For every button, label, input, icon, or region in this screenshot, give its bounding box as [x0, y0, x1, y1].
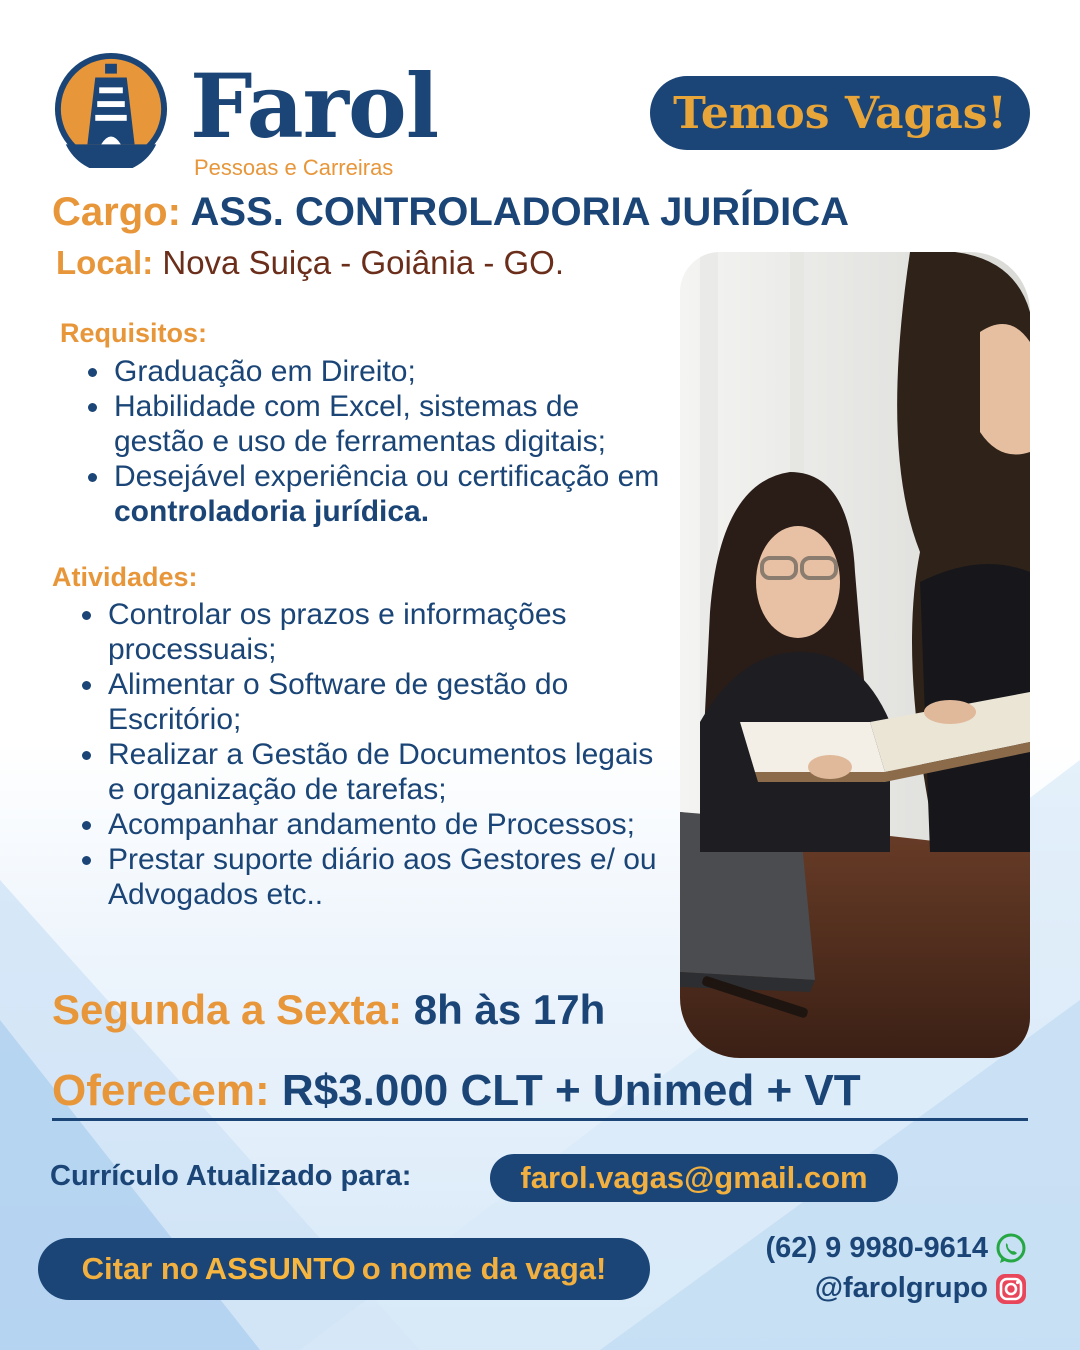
divider [52, 1118, 1028, 1121]
job-location-value: Nova Suiça - Goiânia - GO. [162, 244, 565, 281]
work-schedule-label: Segunda a Sexta: [52, 986, 403, 1033]
job-location-label: Local: [56, 244, 154, 281]
activities-title: Atividades: [52, 562, 198, 592]
list-item: Alimentar o Software de gestão do Escritório; [78, 667, 668, 737]
list-item [84, 389, 664, 459]
list-item: Acompanhar andamento de Processos; [78, 807, 668, 842]
list-item-text: Desejável experiência ou certificação em [114, 460, 660, 493]
job-location [56, 244, 564, 282]
list-item: Prestar suporte diário aos Gestores e/ ou Advogados etc.. [78, 842, 668, 912]
subject-instruction-strong: ASSUNTO [204, 1251, 356, 1286]
requirements-title: Requisitos: [60, 318, 208, 348]
instagram-icon[interactable] [994, 1272, 1028, 1306]
brand-name: Farol [190, 54, 439, 158]
requirements-list [84, 354, 664, 529]
list-item-text: Graduação em Direito; [114, 355, 416, 388]
benefits-value: R$3.000 CLT + Unimed + VT [281, 1066, 861, 1115]
list-item [84, 459, 664, 529]
benefits-label: Oferecem: [52, 1066, 270, 1115]
work-schedule [52, 986, 605, 1034]
list-item [84, 354, 664, 389]
list-item-text: Habilidade com Excel, sistemas de gestão e uso de ferramentas digitais; [114, 390, 606, 458]
lighthouse-icon [52, 50, 170, 168]
phone-number[interactable]: (62) 9 9980-9614 [765, 1232, 988, 1264]
office-photo [680, 252, 1030, 1058]
list-item-bold-text: controladoria jurídica. [114, 495, 430, 528]
hiring-badge: Temos Vagas! [650, 76, 1030, 150]
job-title-value: ASS. CONTROLADORIA JURÍDICA [190, 190, 850, 234]
email-link[interactable]: farol.vagas@gmail.com [490, 1154, 898, 1202]
subject-instruction [38, 1238, 650, 1300]
subject-instruction-pre: Citar no [81, 1251, 199, 1286]
benefits [52, 1066, 861, 1116]
instagram-handle[interactable]: @farolgrupo [814, 1272, 988, 1304]
list-item: Realizar a Gestão de Documentos legais e organização de tarefas; [78, 737, 668, 807]
subject-instruction-post: o nome da vaga! [361, 1251, 607, 1286]
job-title-label: Cargo: [52, 190, 181, 234]
resume-label: Currículo Atualizado para: [50, 1160, 412, 1192]
activities-list [78, 597, 668, 912]
whatsapp-icon[interactable] [994, 1232, 1028, 1266]
list-item: Controlar os prazos e informações processuais; [78, 597, 668, 667]
brand-subtitle: Pessoas e Carreiras [194, 155, 394, 180]
job-title [52, 190, 849, 235]
work-schedule-value: 8h às 17h [413, 986, 606, 1033]
